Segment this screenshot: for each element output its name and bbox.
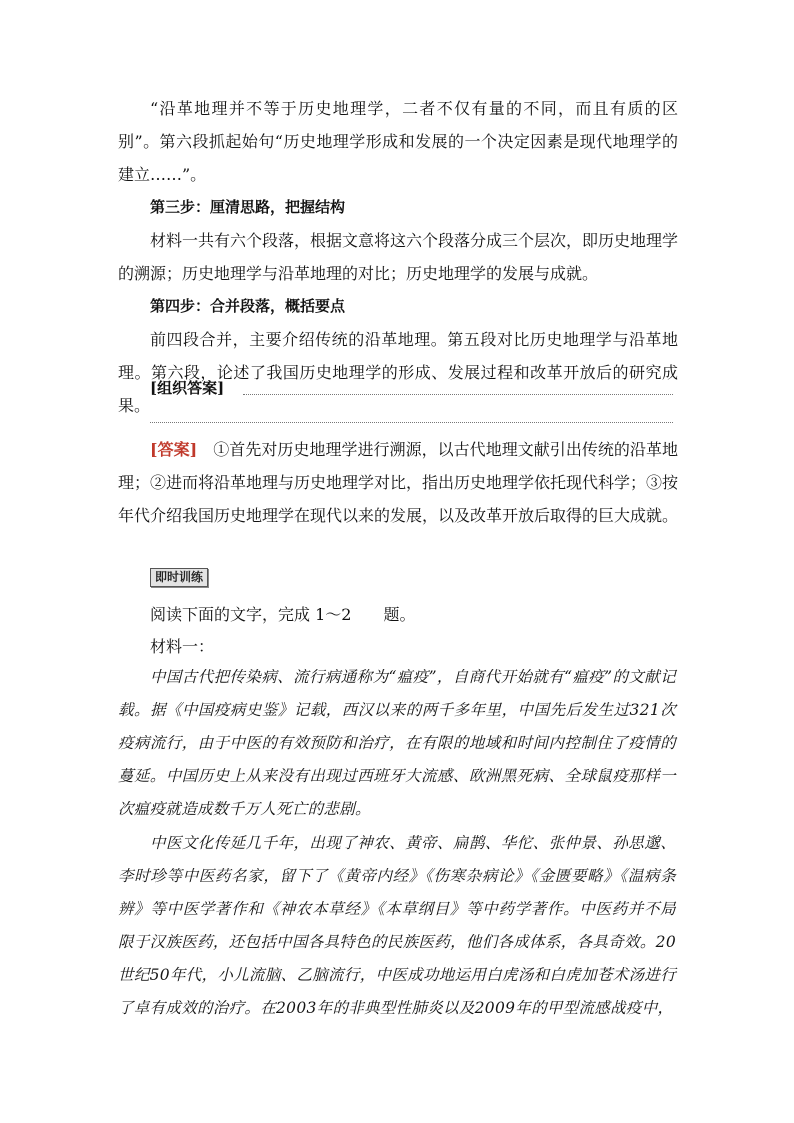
step4-heading: 第四步：合并段落，概括要点 [150, 297, 346, 315]
step3-heading: 第三步：厘清思路，把握结构 [150, 198, 346, 216]
answer-spacer [197, 440, 213, 459]
answer-text: ①首先对历史地理学进行溯源，以古代地理文献引出传统的沿革地理；②进而将沿革地理与历史地理学对比，指出历史地理学依托现代科学；③按年代介绍我国历史地理学在现代以来的发展，以及改革开放后取得的巨大成就。 [118, 440, 679, 525]
step3-text: 材料一共有六个段落，根据文意将这六个段落分成三个层次，即历史地理学的溯源；历史地理学与沿革地理的对比；历史地理学的发展与成就。 [118, 231, 679, 283]
read-instruction: 阅读下面的文字，完成 1～2 题。 [150, 605, 416, 624]
answer-line-2 [150, 422, 673, 423]
material1-label: 材料一： [150, 637, 215, 656]
material1-paragraph-1: 中国古代把传染病、流行病通称为“瘟疫”，自商代开始就有“瘟疫”的文献记载。据《中国疫病史鉴》记载，西汉以来的两千多年里，中国先后发生过321次疫病流行，由于中医的有效预防和治疗，在有限的地域和时间内控制住了疫情的蔓延。中国历史上从来没有出现过西班牙大流感、欧洲黑死病、全球鼠疫那样一次瘟疫就造成数千万人死亡的悲剧。 [118, 668, 676, 818]
training-badge: 即时训练 [150, 568, 208, 587]
answer-label: [答案] [150, 440, 198, 459]
material1-paragraph-2: 中医文化传延几千年，出现了神农、黄帝、扁鹊、华佗、张仲景、孙思邈、李时珍等中医药名家，留下了《黄帝内经》《伤寒杂病论》《金匮要略》《温病条辨》等中医学著作和《神农本草经》《本草纲目》等中药学著作。中医药并不局限于汉族医药，还包括中国各具特色的民族医药，他们各成体系，各具奇效。20世纪50年代，小儿流脑、乙脑流行，中医成功地运用白虎汤和白虎加苍术汤进行了卓有成效的治疗。在2003年的非典型性肺炎以及2009年的甲型流感战疫中， [118, 834, 676, 1017]
answer-line-1 [243, 394, 673, 395]
step4-text: 前四段合并，主要介绍传统的沿革地理。第五段对比历史地理学与沿革地理。第六段，论述了我国历史地理学的形成、发展过程和改革开放后的研究成果。 [118, 330, 678, 415]
organize-answer-label: [组织答案] [150, 379, 225, 397]
paragraph-intro: “沿革地理并不等于历史地理学，二者不仅有量的不同，而且有质的区别”。第六段抓起始句“历史地理学形成和发展的一个决定因素是现代地理学的建立……”。 [118, 99, 678, 184]
answer-paragraph [118, 433, 678, 532]
